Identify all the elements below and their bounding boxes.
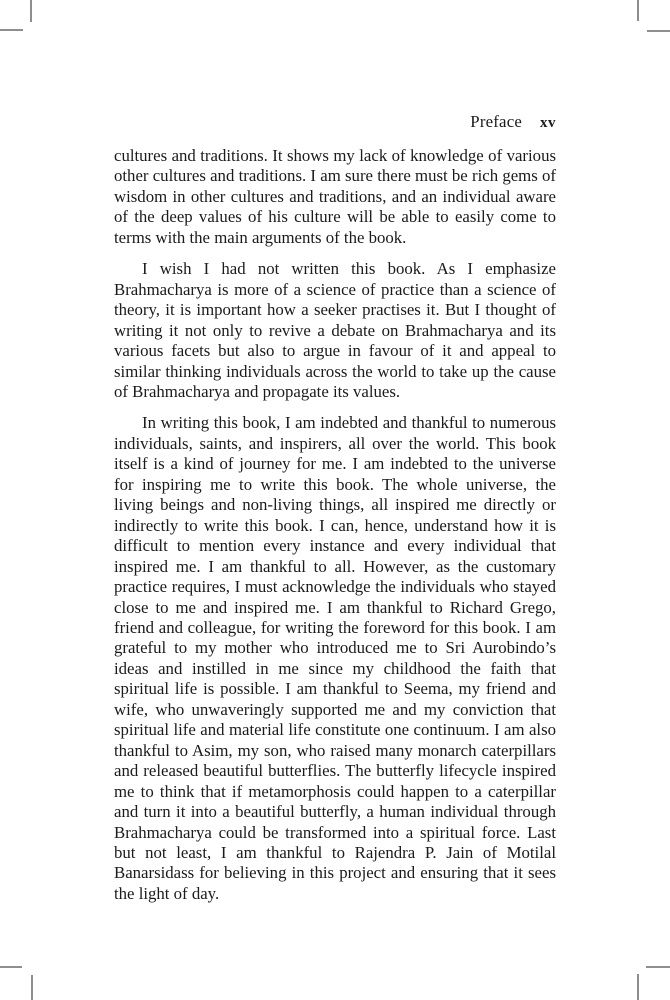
crop-mark-bottom-left-horizontal (0, 966, 22, 968)
paragraph-2: I wish I had not written this book. As I emphasize Brahmacharya is more of a science of practice than a science of theory, it is important how a seeker practises it. But I thought of writing it not only to revive a debate on Brahmacharya and its various facets but also to argue in favour of it and appeal to similar thinking individuals across the world to take up the cause of Brahmacharya and propagate its values. (114, 259, 556, 401)
crop-mark-top-left-horizontal (0, 29, 23, 31)
page-number: xv (540, 115, 556, 131)
crop-mark-bottom-right-horizontal (646, 966, 670, 968)
crop-mark-top-right-horizontal (647, 30, 670, 32)
crop-mark-bottom-left-vertical (31, 975, 33, 1000)
running-head-title: Preface (470, 112, 522, 131)
crop-mark-bottom-right-vertical (637, 974, 639, 1000)
paragraph-3: In writing this book, I am indebted and thankful to numerous individuals, saints, and inspirers, all over the world. This book itself is a kind of journey for me. I am indebted to the universe for inspiring me to write this book. The whole universe, the living beings and non-living things, all inspired me directly or indirectly to write this book. I can, hence, understand how it is difficult to mention every instance and every individual that inspired me. I am thankful to all. However, as the customary practice requires, I must acknowledge the individuals who stayed close to me and inspired me. I am thankful to Richard Grego, friend and colleague, for writing the foreword for this book. I am grateful to my mother who introduced me to Sri Aurobindo’s ideas and instilled in me since my childhood the faith that spiritual life is possible. I am thankful to Seema, my friend and wife, who unwaveringly supported me and my conviction that spiritual life and material life constitute one continuum. I am also thankful to Asim, my son, who raised many monarch caterpillars and released beautiful butterflies. The butterfly lifecycle inspired me to think that if metamorphosis could happen to a caterpillar and turn it into a beautiful butterfly, a human individual through Brahmacharya could be transformed into a spiritual force. Last but not least, I am thankful to Rajendra P. Jain of Motilal Banarsidass for believing in this project and ensuring that it sees the light of day. (114, 413, 556, 903)
running-header (114, 112, 556, 133)
paragraph-1: cultures and traditions. It shows my lack of knowledge of various other cultures and traditions. I am sure there must be rich gems of wisdom in other cultures and traditions, and an individual aware of the deep values of his culture will be able to easily come to terms with the main arguments of the book. (114, 146, 556, 247)
page-body (114, 146, 556, 904)
crop-mark-top-left-vertical (30, 0, 32, 22)
crop-mark-top-right-vertical (637, 0, 639, 21)
text-block (114, 112, 556, 904)
